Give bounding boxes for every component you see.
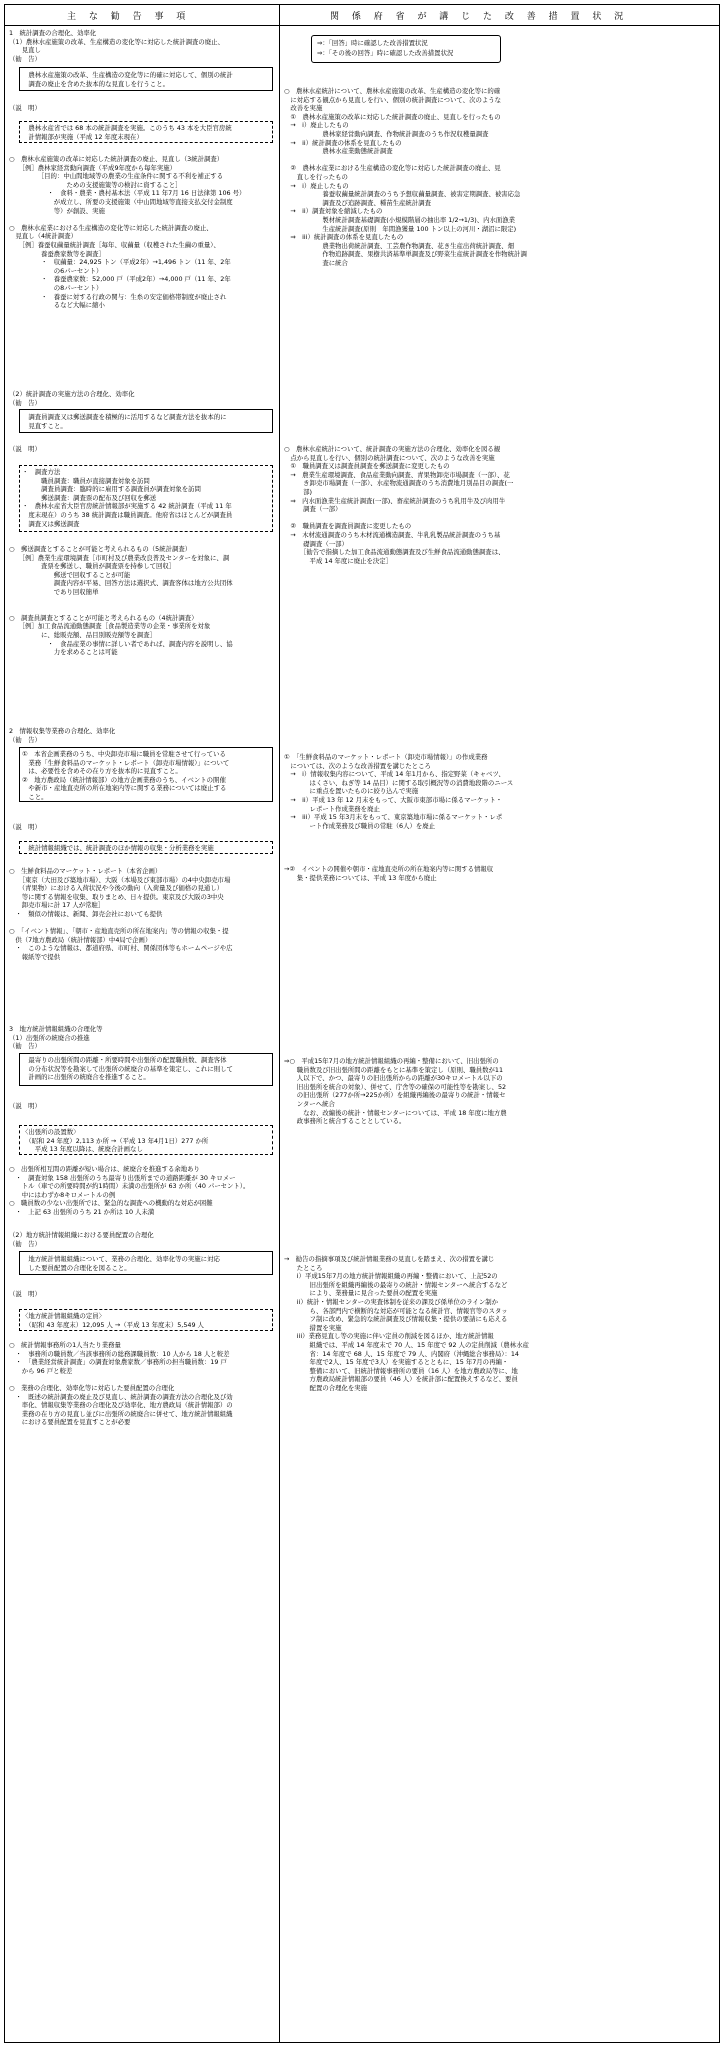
recommendation-1-text: 農林水産施策の改革、生産構造の変化等に的確に対応して、個別の統計 調査の廃止を含めた抜本的な見直しを行うこと。 (28, 71, 233, 88)
table-header (5, 5, 719, 26)
section-1-2-details: ○ 郵送調査とすることが可能と考えられるもの（5統計調査） ［例］農業生産環境調査［市町村及び農業改良普及センターを対象に、調 査票を郵送し、職員が調査票を持参して回収］ 郵送で回収することが可能 調査内容が平易、回答方法は選択式、調査客体は地方公共団体 であり回収簡単 ○ 調査員調査とすることが可能と考えられるもの（4統計調査） ［例］加工食品流通動態調査［食品製造業等の企業・事業所を対象 に、総販売額、品目別販売額等を調査］ ・ 食品産業の事情に詳しい者であれば、調査内容を説明し、協 力を求めることは可能 (9, 545, 233, 657)
explanation-box-5 (19, 1309, 273, 1331)
recommendation-box-3 (19, 747, 273, 802)
document-sheet (4, 4, 720, 2043)
section-2-details: ○ 生鮮食料品のマーケット・レポート（本省企画） ［東京（大田及び築地市場）、大阪（本場及び東部市場）の4中央卸売市場 （青果物）における入荷状況や今後の動向（入荷量及び価格の見通し） 等に関する情報を収集、取りまとめ、日々提供。東京及び大阪の3中央 卸売市場に計 17 人が常駐］ ・ 類似の情報は、新聞、卸売会社においても提供 ○ 「イベント情報」、「朝市・産地直売所の所在地案内」等の情報の収集・提 供（7地方農政局（統計情報部）中4局で企画） ・ このような情報は、都道府県、市町村、関係団体等もホームページや広 報紙等で提供 (9, 867, 233, 961)
response-4: →② イベントの開催や朝市・産地直売所の所在地案内等に関する情報収 集・提供業務については、平成 13 年度から廃止 (284, 865, 494, 882)
explanation-label-1: （説 明） (9, 104, 41, 112)
explanation-box-4 (19, 1125, 273, 1155)
explanation-label-4: （説 明） (9, 1102, 41, 1110)
right-column-header: 関 係 府 省 が 講 じ た 改 善 措 置 状 況 (330, 12, 629, 22)
section-1-2-title: （2）統計調査の実施方法の合理化、効率化 （勧 告） (9, 390, 135, 407)
explanation-5-text: 〈地方統計情報組織の定員〉 （昭和 43 年度末）12,095 人 →（平成 13 年度末）5,549 人 (22, 1312, 204, 1329)
recommendation-box-4 (19, 1053, 273, 1086)
section-2-title: 2 情報収集等業務の合理化、効率化 （勧 告） (9, 727, 116, 744)
section-3-title: 3 地方統計情報組織の合理化等 （1）出張所の統廃合の推進 （勧 告） (9, 1025, 103, 1051)
response-1: ○ 農林水産統計について、農林水産施策の改革、生産構造の変化等に的確 に対応する観点から見直しを行い、個別の統計調査について、次のような 改善を実施 ① 農林水産施策の改革に対応した統計調査の廃止、見直しを行ったもの → i）廃止したもの 農林家経営動向調査、作物統計調査のうち作況収穫量調査 → ii）統計調査の体系を見直したもの 農林水産業動態統計調査 ② 農林水産業における生産構造の変化等に対応した統計調査の廃止、見 直しを行ったもの → i）廃止したもの 養蚕収繭量統計調査のうち予想収繭量調査、被害定期調査、被害応急 調査及び追跡調査、種苗生産統計調査 → ii）調査対象を縮減したもの 製材統計調査基礎調査(小規模階層の抽出率 1/2→1/3)、内水面漁業 生産統計調査(原則 年間漁獲量 100 トン以上の河川・湖沼に限定) ⇒ iii）統計調査の体系を見直したもの 農業物出荷統計調査、工芸農作物調査、花き生産出荷統計調査、畑 作物追跡調査、果樹共済基準単調査及び野菜生産統計調査を作物統計調 査に統合 (284, 87, 527, 267)
section-1-title: 1 統計調査の合理化、効率化 （1）農林水産施策の改革、生産構造の変化等に対応した統計調査の廃止、 見直し （勧 告） (9, 29, 224, 63)
explanation-box-1 (19, 121, 273, 143)
response-2: ○ 農林水産統計について、統計調査の実施方法の合理化、効率化を図る観 点から見直しを行い、個別の統計調査について、次のような改善を実施 ① 職員調査又は調査員調査を郵送調査に変更したもの → 農業生産環境調査、食品産業動向調査、青果物卸売市場調査（一部）、花 き卸売市場調査（一部）、水産物流通調査のうち消費地月別品目の調査(一 部) ⇒ 内水面漁業生産統計調査(一部)、畜産統計調査のうち乳用牛及び肉用牛 調査（一部） ② 職員調査を調査員調査に変更したもの → 木材流通調査のうち木材流通構造調査、牛乳乳製品統計調査のうち基 礎調査（一部） ［勧告で指摘した加工食品流通動態調査及び生鮮食品流通動態調査は、 平成 14 年度に廃止を決定］ (284, 445, 514, 565)
legend-line-1: ⇒：「回答」時に確認した改善措置状況 (317, 39, 428, 47)
recommendation-5-text: 地方統計情報組織について、業務の合理化、効率化等の実施に対応 した要員配置の合理化を図ること。 (28, 1255, 220, 1272)
left-column-header: 主 な 勧 告 事 項 (67, 12, 191, 22)
explanation-box-2 (19, 465, 273, 532)
recommendation-3-text: ① 本省企画業務のうち、中央卸売市場に職員を常駐させて行っている 業務「生鮮食料品のマーケット・レポート（卸売市場情報）」について は、必要性を含めその在り方を抜本的に見直すこと。 ② 地方農政局（統計情報部）の地方企画業務のうち、イベントの開催 や新市・産地直売所の所在地案内等に関する業務については廃止する こと。 (22, 750, 230, 801)
legend-box (311, 35, 501, 63)
section-3-1-details: ○ 出張所相互間の距離が短い場合は、統廃合を推進する余地あり ・ 調査対象 158 出張所のうち最寄り出張所までの道路距離が 30 キロメー トル（車での所要時間が約1時間）未満の出張所が 63 か所（40 パーセント）。 中にはわずか8キロメートルの例 ○ 職員数の少ない出張所では、緊急的な調査への機動的な対応が困難 ・ 上記 63 出張所のうち 21 か所は 10 人未満 (9, 1165, 250, 1216)
response-3: ① 「生鮮食料品のマーケット・レポート（卸売市場情報）」の作成業務 については、次のような改善措置を講じたところ → i）情報収集内容について、平成 14 年1月から、指定野菜（キャベツ、 はくさい、ねぎ等 14 品目）に関する取引概況等の消費地段階のニース に重点を置いたものに絞り込んで実施 → ii）平成 13 年 12 月末をもって、大阪市東部市場に係るマーケット・ レポート作成業務を廃止 → iii）平成 15 年3月末をもって、東京築地市場に係るマーケット・レポ ート作成業務及び職員の常駐（6人）を廃止 (284, 753, 514, 830)
section-3-2-details: ○ 統計情報事務所の1人当たり業務量 ・ 事務所の職員数／当該事務所の総務課職員数：10 人から 18 人と較差 ・ 「農業経営統計調査」の調査対象農家数／事務所の担当職員数：19 戸 から 96 戸と較差 ○ 業務の合理化、効率化等に対応した要員配置の合理化 ・ 既述の統計調査の廃止及び見直し、統計調査の調査方法の合理化及び効 率化、情報収集等業務の合理化及び効率化、地方農政局（統計情報部）の 業務の在り方の見直し並びに出張所の統廃合に併せて、地方統計情報組織 における要員配置を見直すことが必要 (9, 1341, 233, 1427)
legend-line-2: ⇒：「その後の回答」時に確認した改善措置状況 (317, 49, 454, 57)
recommendation-4-text: 最寄りの出張所間の距離・所要時間や出張所の配置職員数、調査客体 の分布状況等を勘案して出張所の統廃合の基準を策定し、これに則して 計画的に出張所の統廃合を推進すること。 (28, 1056, 233, 1082)
response-5: ⇒○ 平成15年7月の地方統計情報組織の再編・整備において、旧出張所の 職員数及び旧出張所間の距離をもとに基準を策定し（原則、職員数が11 人以下で、かつ、最寄りの旧出張所からの距離が30キロメートル以下の 旧出張所を統合の対象）、併せて、庁舎等の確保の可能性等を勘案し、52 の旧出張所（277か所→225か所）を組織再編後の最寄りの統計・情報セ ンターへ統合 なお、改編後の統計・情報センターについては、平成 18 年度に地方農 政事務所と統合することとしている。 (284, 1057, 507, 1126)
recommendation-box-5 (19, 1251, 273, 1275)
explanation-box-3 (19, 841, 273, 854)
explanation-3-text: 統計情報組織では、統計調査のほか情報の収集・分析業務を実施 (22, 844, 214, 852)
recommendation-box-2 (19, 409, 273, 433)
explanation-label-2: （説 明） (9, 445, 41, 453)
section-3-2-title: （2）地方統計情報組織における要員配置の合理化 （勧 告） (9, 1231, 154, 1248)
explanation-1-text: 農林水産省では 68 本の統計調査を実施。このうち 43 本を大臣官房統 計情報部が実施（平成 12 年度末現在） (28, 124, 232, 141)
explanation-label-3: （説 明） (9, 823, 41, 831)
section-1-details: ○ 農林水産施策の改革に対応した統計調査の廃止、見直し（3統計調査） ［例］農林家経営動向調査（平成9年度から毎年実施） ［目的：中山間地域等の農業の生産条件に関する不利を補正する ための支援施策等の検討に資すること］ ・ 食料・農業・農村基本法（平成 11 年7月 16 日法律第 106 号） が成立し、所要の支援施策（中山間地域等直接支払交付金制度 等）が創設、実施 ○ 農林水産業における生産構造の変化等に対応した統計調査の廃止、 見直し（4統計調査） ［例］養蚕収繭量統計調査［毎年、収繭量（収穫された生繭の重量）、 養蚕農家数等を調査］ ・ 収繭量：24,925 トン（平成2年）→1,496 トン（11 年、2年 の6パーセント） ・ 養蚕農家数：52,000 戸（平成2年）→4,000 戸（11 年、2年 の8パーセント） ・ 養蚕に対する行政の関与：生糸の安定価格帯制度が廃止され るなど大幅に縮小 (9, 155, 246, 310)
recommendation-box-1 (19, 67, 273, 91)
column-divider (279, 5, 280, 2042)
explanation-2-text: ・ 調査方法 職員調査：職員が直接調査対象を訪問 調査員調査：臨時的に雇用する調査員が調査対象を訪問 郵送調査：調査票の配布及び回収を郵送 ・ 農林水産省大臣官房統計情報部が実施する 42 統計調査（平成 11 年 度末現在）のうち 38 統計調査は職員調査。他府省はほとんどが調査員 調査又は郵送調査 (22, 468, 233, 528)
explanation-label-5: （説 明） (9, 1290, 41, 1298)
explanation-4-text: 〈出張所の設置数〉 （昭和 24 年度）2,113 か所 →（平成 13 年4月1日）277 か所 平成 13 年度以降は、統廃合計画なし (22, 1128, 209, 1154)
response-6: → 勧告の指摘事項及び統計情報業務の見直しを踏まえ、次の措置を講じ たところ i）平成15年7月の地方統計情報組織の再編・整備において、上記52の 旧出張所を組織再編後の最寄りの統計・情報センターへ統合するなど により、業務量に見合った要員の配置を実施 ii）統計・情報センターの実査体制を従来の課及び係単位のライン制か ら、各部門内で横断的な対応が可能となる統計官、情報官等のスタッ フ制に改め、緊急的な統計調査及び情報収集・提供の要請にも応える 措置を実施 iii）業務見直し等の実施に伴い定員の削減を図るほか、地方統計情報 組織では、平成 14 年度末で 70 人、15 年度で 92 人の定員削減（農林水産 省：14 年度で 68 人、15 年度で 79 人、内閣府（沖縄総合事務局）：14 年度で2人、15 年度で3人）を実施するとともに、15 年7月の再編・ 整備において、旧統計情報事務所の要員（16 人）を地方農政局等に、地 方農政局統計情報部の要員（46 人）を統計部に配置換えするなど、要員 配置の合理化を実施 (284, 1255, 529, 1392)
recommendation-2-text: 調査員調査又は郵送調査を積極的に活用するなど調査方法を抜本的に 見直すこと。 (28, 413, 227, 430)
